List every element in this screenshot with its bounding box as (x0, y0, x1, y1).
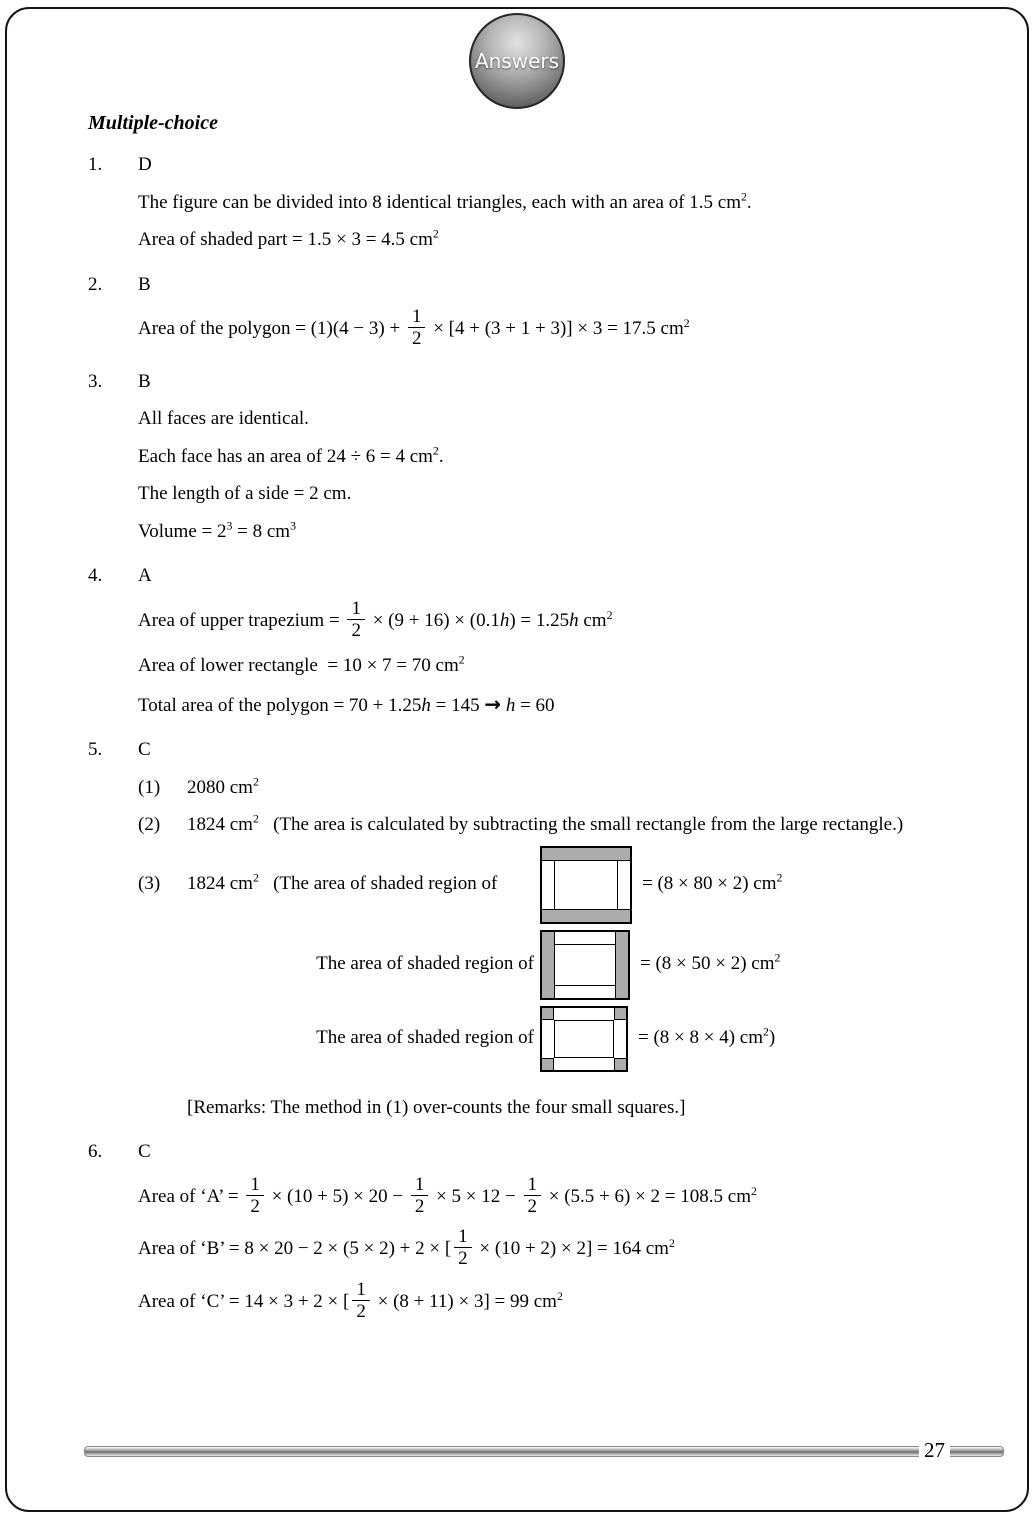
fraction (246, 1174, 264, 1218)
fraction-numerator: 1 (454, 1226, 472, 1248)
solution-line: Total area of the polygon = 70 + 1.25h = 145 → h = 60 (138, 691, 555, 716)
figure-shaded-top-bottom-strips (540, 846, 632, 924)
fraction-numerator: 1 (352, 1279, 370, 1301)
fraction-numerator: 1 (347, 598, 365, 620)
superscript: 2 (741, 190, 747, 204)
superscript: 2 (668, 1236, 675, 1250)
question-header (88, 271, 950, 300)
shaded-corner-top-right (614, 1007, 627, 1020)
solution-line: All faces are identical. (138, 408, 309, 430)
question-header (88, 1138, 950, 1167)
question-body (138, 774, 950, 1123)
solution-line: Area of ‘B’ = 8 × 20 − 2 × (5 × 2) + 2 × [ $\frac{1}{2}$ × (10 + 2) × 2] = 164 $cm^2$ (138, 1226, 675, 1270)
superscript: 2 (774, 951, 781, 965)
footer-bar (84, 1446, 1004, 1457)
fraction-denominator: 2 (351, 619, 361, 641)
question-number: 6. (88, 1141, 103, 1163)
superscript: 2 (776, 871, 783, 885)
section-heading: Multiple-choice (88, 112, 218, 134)
fraction-numerator: 1 (411, 1174, 429, 1196)
shaded-region-label: (3) 1824 $cm^2$ (The area of shaded region of (138, 870, 540, 899)
question-number: 5. (88, 739, 103, 761)
italic-variable: h (421, 694, 431, 716)
shaded-bottom-strip (542, 909, 630, 922)
solution-line: Each face has an area of 24 ÷ 6 = 4 $cm^2$. (138, 444, 444, 467)
subitem-marker: (2) (138, 814, 161, 836)
answer-letter: B (138, 273, 151, 295)
solution-line: Area of ‘C’ = 14 × 3 + 2 × [ $\frac{1}{2}$ × (8 + 11) × 3] = 99 $cm^2$ (138, 1278, 563, 1322)
subitem-line (138, 774, 950, 803)
fraction (408, 306, 426, 350)
question-header (88, 736, 950, 765)
question-item (88, 368, 950, 547)
superscript: 2 (458, 653, 465, 667)
shaded-corner-bottom-right (614, 1058, 627, 1071)
italic-variable: h (499, 609, 510, 631)
subitem-marker: (1) (138, 776, 161, 798)
solution-line: Area of ‘A’ = $\frac{1}{2}$ × (10 + 5) × 20 − $\frac{1}{2}$ × 5 × 12 − $\frac{1}{2}$ × (5.5 + 6) × 2 = 108.5 $cm^2$ (138, 1173, 757, 1217)
questions-list (88, 151, 950, 1324)
superscript: 2 (252, 812, 259, 826)
superscript: 2 (556, 1289, 563, 1303)
question-number: 2. (88, 273, 103, 295)
shaded-region-row (138, 930, 950, 1000)
answers-badge-label: Answers (474, 49, 560, 73)
question-number: 4. (88, 565, 103, 587)
superscript: 3 (226, 519, 233, 533)
shaded-corner-bottom-left (541, 1058, 554, 1071)
question-header (88, 151, 950, 180)
answer-letter: A (138, 565, 152, 587)
question-body (138, 597, 950, 721)
answer-letter: B (138, 370, 151, 392)
answer-letter: D (138, 154, 152, 175)
implies-arrow-icon: → (484, 691, 502, 716)
fraction (454, 1226, 472, 1270)
page-number: 27 (919, 1438, 950, 1463)
subitem-text: 2080 $cm^2$ (187, 775, 259, 798)
superscript: 2 (432, 444, 439, 458)
shaded-region-result: = (8 × 8 × 4) $cm^2$) (638, 1025, 776, 1049)
answers-badge (469, 13, 565, 109)
subitem-line (138, 811, 950, 840)
solution-line: The length of a side = 2 cm. (138, 483, 352, 505)
fraction (524, 1174, 542, 1218)
shaded-region-label: The area of shaded region of (316, 953, 534, 975)
italic-variable: h (505, 694, 516, 716)
answer-letter: C (138, 739, 151, 761)
question-body (138, 405, 950, 546)
question-number: 1. (88, 154, 103, 175)
fraction-denominator: 2 (411, 328, 422, 350)
figure-shaded-left-right-strips (540, 930, 630, 1000)
shaded-region-label: The area of shaded region of (316, 1027, 534, 1049)
solution-line: Area of upper trapezium = $\frac{1}{2}$ × (9 + 16) × (0.1h) = 1.25h $cm^2$ (138, 597, 613, 641)
fraction-denominator: 2 (458, 1248, 468, 1270)
superscript: 2 (252, 871, 259, 885)
question-body (138, 1173, 950, 1325)
solution-line: The figure can be divided into 8 identical triangles, each with an area of 1.5 $cm^2$. (138, 190, 752, 213)
question-header (88, 368, 950, 397)
figure-inner-rect (554, 860, 618, 910)
fraction-numerator: 1 (246, 1174, 264, 1196)
question-body (138, 189, 950, 255)
subitem-text: 1824 $cm^2$ (The area is calculated by subtracting the small rectangle from the large rectangle.) (187, 812, 904, 836)
question-header (88, 562, 950, 591)
superscript: 3 (290, 519, 296, 533)
fraction-denominator: 2 (356, 1300, 366, 1322)
superscript: 2 (683, 316, 690, 330)
page-content (88, 112, 950, 1324)
remark-line: [Remarks: The method in (1) over-counts the four small squares.] (187, 1096, 686, 1118)
question-item (88, 271, 950, 352)
superscript: 2 (252, 775, 259, 789)
superscript: 2 (750, 1184, 757, 1198)
question-item (88, 736, 950, 1122)
fraction (352, 1279, 370, 1323)
question-body (138, 308, 950, 352)
italic-variable: h (569, 609, 579, 631)
superscript: 2 (606, 608, 613, 622)
fraction-denominator: 2 (414, 1195, 425, 1217)
superscript: 2 (763, 1025, 769, 1039)
solution-line: Area of the polygon = (1)(4 − 3) + $\frac{1}{2}$ × [4 + (3 + 1 + 3)] × 3 = 17.5 $cm^2$ (138, 306, 690, 350)
shaded-region-result: = (8 × 50 × 2) $cm^2$ (640, 951, 781, 975)
solution-line: Volume = $2^3 = 8$ $cm^3$ (138, 519, 296, 542)
question-number: 3. (88, 370, 103, 392)
fraction-numerator: 1 (524, 1174, 542, 1196)
figure-inner-rect (554, 944, 616, 986)
fraction (347, 598, 365, 642)
fraction-denominator: 2 (527, 1195, 537, 1217)
figure-inner-rect (554, 1020, 614, 1058)
question-item (88, 1138, 950, 1324)
question-item (88, 151, 950, 255)
shaded-region-row (138, 1006, 950, 1072)
solution-line: Area of lower rectangle = 10 × 7 = 70 $cm^2$ (138, 653, 465, 677)
solution-line: Area of shaded part = 1.5 × 3 = 4.5 $cm^2$ (138, 227, 439, 250)
answer-letter: C (138, 1141, 151, 1163)
fraction-denominator: 2 (250, 1195, 260, 1217)
shaded-region-result: = (8 × 80 × 2) $cm^2$ (642, 871, 783, 895)
fraction-numerator: 1 (408, 306, 426, 328)
question-item (88, 562, 950, 720)
subitem-marker: (3) (138, 873, 161, 895)
figure-shaded-corner-squares (540, 1006, 628, 1072)
shaded-corner-top-left (541, 1007, 554, 1020)
shaded-right-strip (615, 932, 628, 998)
fraction (411, 1174, 429, 1218)
superscript: 2 (432, 227, 439, 241)
shaded-region-row (138, 846, 950, 924)
